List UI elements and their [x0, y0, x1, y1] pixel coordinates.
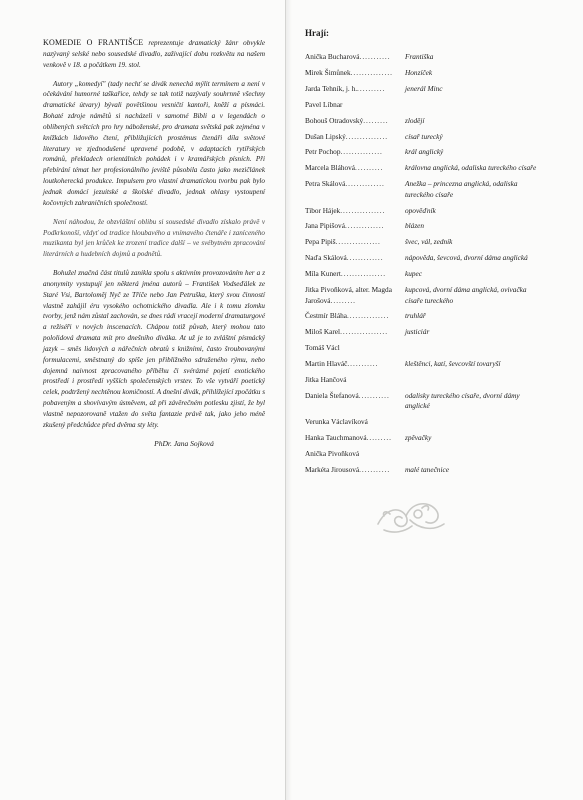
play-title: KOMEDIE O FRANTIŠCE — [43, 38, 144, 47]
cast-role: švec, vál, zedník — [405, 237, 453, 247]
cast-entry — [305, 84, 545, 94]
cast-actor: Naďa Skálová — [305, 253, 347, 263]
cast-leader-dots: .......... — [357, 83, 386, 93]
intro-paragraph-2: Autory „komedyí" (tady nechť se divák nenechá mýlit termínem a není v očekávání humorné taškařice, tehdy se tak totiž nazývaly souhrnně všechny dramatické útvary) bývali povětšinou vesničtí kantoři, kněží a písmáci. Bohaté zdroje námětů si nacházeli v samotné Bibli a v legendách o oblíbených světcích pro hry náboženské, pro dramata světská pak zejména v knížkách lidového čtení, přibližujících prostémus čtenáři díla světové literatury ve zjednodušené upravené podobě, v adaptacích rytířských románů, překladech orientálních pohádek i v kramářských písních. Při přebírání témat her profesionálního jeviště působila často jako mezičlánek loutkoherecká produkce. Impulsem pro vlastní dramatickou tvorbu pak bylo jednak domácí jezuitské a školské divadlo, jednak ohlasy vystoupení kočovných zahraničních společností. — [43, 79, 265, 207]
cast-role: malé tanečnice — [405, 464, 449, 474]
cast-role: blázen — [405, 221, 425, 231]
floral-ornament-icon — [372, 494, 450, 538]
cast-actor-cell — [305, 465, 405, 475]
cast-actor-cell — [305, 163, 405, 173]
cast-role: Honzíček — [405, 67, 433, 77]
cast-role: jenerál Minc — [405, 83, 443, 93]
cast-actor-cell — [305, 237, 405, 247]
cast-actor-cell — [305, 327, 405, 337]
cast-role: odalisky tureckého císaře, dvorní dámy anglické — [405, 390, 520, 411]
cast-leader-dots: ......... — [366, 433, 392, 443]
cast-role: zlodějí — [405, 115, 425, 125]
cast-role: zpěvačky — [405, 433, 432, 443]
cast-actor-cell — [305, 68, 405, 78]
cast-actor-cell — [305, 269, 405, 279]
cast-actor-cell — [305, 359, 405, 369]
cast-actor-cell — [305, 253, 405, 263]
cast-entry — [305, 221, 545, 231]
cast-entry — [305, 359, 545, 369]
cast-actor-cell — [305, 375, 405, 385]
cast-leader-dots: ......... — [330, 295, 356, 305]
cast-leader-dots: .......... — [355, 163, 384, 173]
intro-paragraph-4: Bohužel značná část titulů zanikla spolu s aktivním provozováním her a z anonymity vystupují jen některá jména autorů – František Vodseďálek ze Staré Vsi, Bartoloměj Nyč ze Tříče nebo Jan Petruška, který svou činností vlastně zahájil éru vysokého ochotnického divadla. Ale i k tomu zlomku tvorby, jenž nám zůstal zachován, se dnes rádi vracejí moderní dramaturgové a režiséři v nových inscenacích. Chápou totiž půvab, který mohou tato pololidová dramata mít pro dnešního diváka. At už je to zvláštní písmácký jazyk – směs lidových a nářečních obratů s knižními, často šroubovanými formulacemi, směstnaný do spíše jen přibližného sdruženého rýmu, nebo dojemná naivnost zpracovaného příběhu či svérázné pojetí exotického prostředí i prostředí vyšších společenských vrstev. To vše vytváří poetický celek, podtržený nechtěnou komičností. A dnešní divák, přihlížející zpočátku s pobaveným a shovívavým úsměvem, až při závěrečném potlesku zjistí, že byl vlastně nepozorovaně vtažen do světa fantazie právě tak, jako jeho méně zkušený předchůdce před dvěma sty léty. — [43, 269, 265, 429]
cast-actor: Markéta Jirousová — [305, 464, 360, 474]
cast-entry — [305, 52, 545, 62]
cast-entry — [305, 327, 545, 337]
cast-actor: Jana Pipišová — [305, 221, 345, 231]
cast-column — [305, 28, 545, 481]
cast-role: kupcová, dvorní dáma anglická, ovivačka císaře tureckého — [405, 285, 527, 305]
cast-entry — [305, 311, 545, 321]
cast-actor-cell — [305, 417, 405, 427]
cast-role: truhlář — [405, 311, 426, 321]
cast-actor: Martin Hlaváč — [305, 359, 348, 369]
cast-leader-dots: ................. — [340, 327, 389, 337]
cast-role: justiciár — [405, 327, 430, 337]
cast-leader-dots: ........... — [358, 390, 390, 400]
cast-actor: Dušan Lipský — [305, 131, 346, 141]
cast-actor: Mirek Šimůnek — [305, 67, 351, 77]
cast-actor: Daniela Štefanová — [305, 390, 359, 400]
cast-entry — [305, 132, 545, 142]
cast-entry — [305, 417, 545, 427]
cast-leader-dots: ............... — [350, 67, 393, 77]
cast-entry — [305, 375, 545, 385]
cast-role: císař turecký — [405, 131, 443, 141]
cast-role: Anežka – princezna anglická, odaliska tureckého císaře — [405, 179, 518, 199]
cast-actor-cell — [305, 433, 405, 443]
cast-actor: Míla Kunert — [305, 269, 341, 279]
cast-role: král anglický — [405, 147, 444, 157]
cast-entry — [305, 433, 545, 443]
cast-actor: Miloš Karel — [305, 327, 341, 337]
cast-entry — [305, 285, 545, 306]
cast-leader-dots: ............. — [346, 253, 384, 263]
signature: PhDr. Jana Sojková — [154, 438, 214, 448]
cast-leader-dots: ............... — [345, 131, 389, 141]
cast-actor: Petr Pochop — [305, 147, 341, 157]
cast-leader-dots: .............. — [344, 221, 385, 231]
cast-heading: Hrají: — [305, 28, 329, 38]
cast-actor: Bohouš Otradovský — [305, 115, 364, 125]
cast-actor-cell — [305, 179, 405, 200]
cast-entry — [305, 465, 545, 475]
cast-actor-cell — [305, 132, 405, 142]
cast-actor-cell — [305, 285, 405, 306]
cast-entry — [305, 343, 545, 353]
cast-leader-dots: ................ — [335, 237, 381, 247]
cast-entry — [305, 269, 545, 279]
cast-actor-cell — [305, 449, 405, 459]
cast-entry — [305, 100, 545, 110]
cast-actor: Jitka Pivoňková, alter. Magda Jarošová — [305, 285, 392, 305]
intro-paragraph-1 — [43, 38, 265, 71]
cast-actor: Petra Skálová — [305, 179, 346, 189]
cast-actor: Anička Bucharová — [305, 52, 360, 61]
cast-entry — [305, 163, 545, 173]
cast-leader-dots: ............... — [346, 311, 390, 321]
cast-list — [305, 52, 545, 475]
cast-leader-dots: ......... — [363, 115, 389, 125]
cast-actor: Pavel Líbnar — [305, 99, 343, 109]
cast-leader-dots: ............... — [340, 147, 383, 157]
cast-entry — [305, 449, 545, 459]
cast-actor-cell — [305, 84, 405, 94]
cast-actor-cell — [305, 116, 405, 126]
cast-role: kupec — [405, 269, 423, 279]
cast-actor: Čestmír Bláha — [305, 311, 347, 321]
cast-role: královna anglická, odaliska tureckého císaře — [405, 163, 537, 173]
intro-paragraph-1-text: reprezentuje dramatický žánr obvykle nazývaný selské nebo sousedské divadlo, zaživající dobu rozkvětu na našem venkově v 18. a počátkem 19. stol. — [43, 39, 265, 69]
cast-role: kleštěnci, katí, ševcovští tovaryší — [405, 359, 501, 369]
cast-actor: Verunka Václavíková — [305, 417, 368, 427]
cast-role: nápověda, ševcová, dvorní dáma anglická — [405, 253, 528, 263]
cast-actor-cell — [305, 52, 405, 62]
cast-actor-cell — [305, 206, 405, 216]
cast-entry — [305, 116, 545, 126]
cast-leader-dots: ................ — [340, 269, 387, 279]
cast-actor-cell — [305, 100, 405, 110]
cast-entry — [305, 68, 545, 78]
cast-actor-cell — [305, 311, 405, 321]
cast-entry — [305, 237, 545, 247]
cast-actor: Pepa Pipiš — [305, 237, 336, 247]
cast-actor: Jitka Hančová — [305, 375, 347, 385]
intro-paragraph-3: Není náhodou, že obzvláštní oblibu si sousedské divadlo získalo právě v Podkrkonoší, vždyť od tradice hloubavého a vnímavého čtenáře i zaníceného muzikanta byl jen krůček ke zrození tradice další – ve svébytném zpracování literárních a hudebních dojmů a podnětů. — [43, 217, 265, 259]
cast-entry — [305, 179, 545, 200]
cast-actor: Tibor Hájek — [305, 205, 341, 215]
cast-leader-dots: ........... — [347, 359, 379, 369]
cast-leader-dots: ........... — [359, 52, 391, 61]
cast-actor-cell — [305, 147, 405, 157]
cast-role: Františka — [405, 52, 434, 61]
cast-entry — [305, 147, 545, 157]
cast-role: opověďník — [405, 205, 436, 215]
cast-actor: Hanka Tauchmanová — [305, 433, 367, 443]
cast-entry — [305, 391, 545, 412]
intro-column — [43, 38, 265, 448]
cast-leader-dots: .............. — [345, 179, 385, 189]
cast-actor: Tomáš Václ — [305, 343, 340, 353]
cast-actor: Marcela Bláhová — [305, 163, 356, 173]
cast-entry — [305, 253, 545, 263]
cast-actor: Jarda Tehník, j. h. — [305, 83, 358, 93]
cast-leader-dots: ........... — [359, 464, 391, 474]
page-fold-shadow — [286, 0, 292, 800]
cast-actor: Anička Pivoňková — [305, 449, 360, 459]
cast-leader-dots: ................ — [340, 205, 386, 215]
cast-actor-cell — [305, 391, 405, 412]
cast-actor-cell — [305, 221, 405, 231]
cast-actor-cell — [305, 343, 405, 353]
cast-entry — [305, 206, 545, 216]
